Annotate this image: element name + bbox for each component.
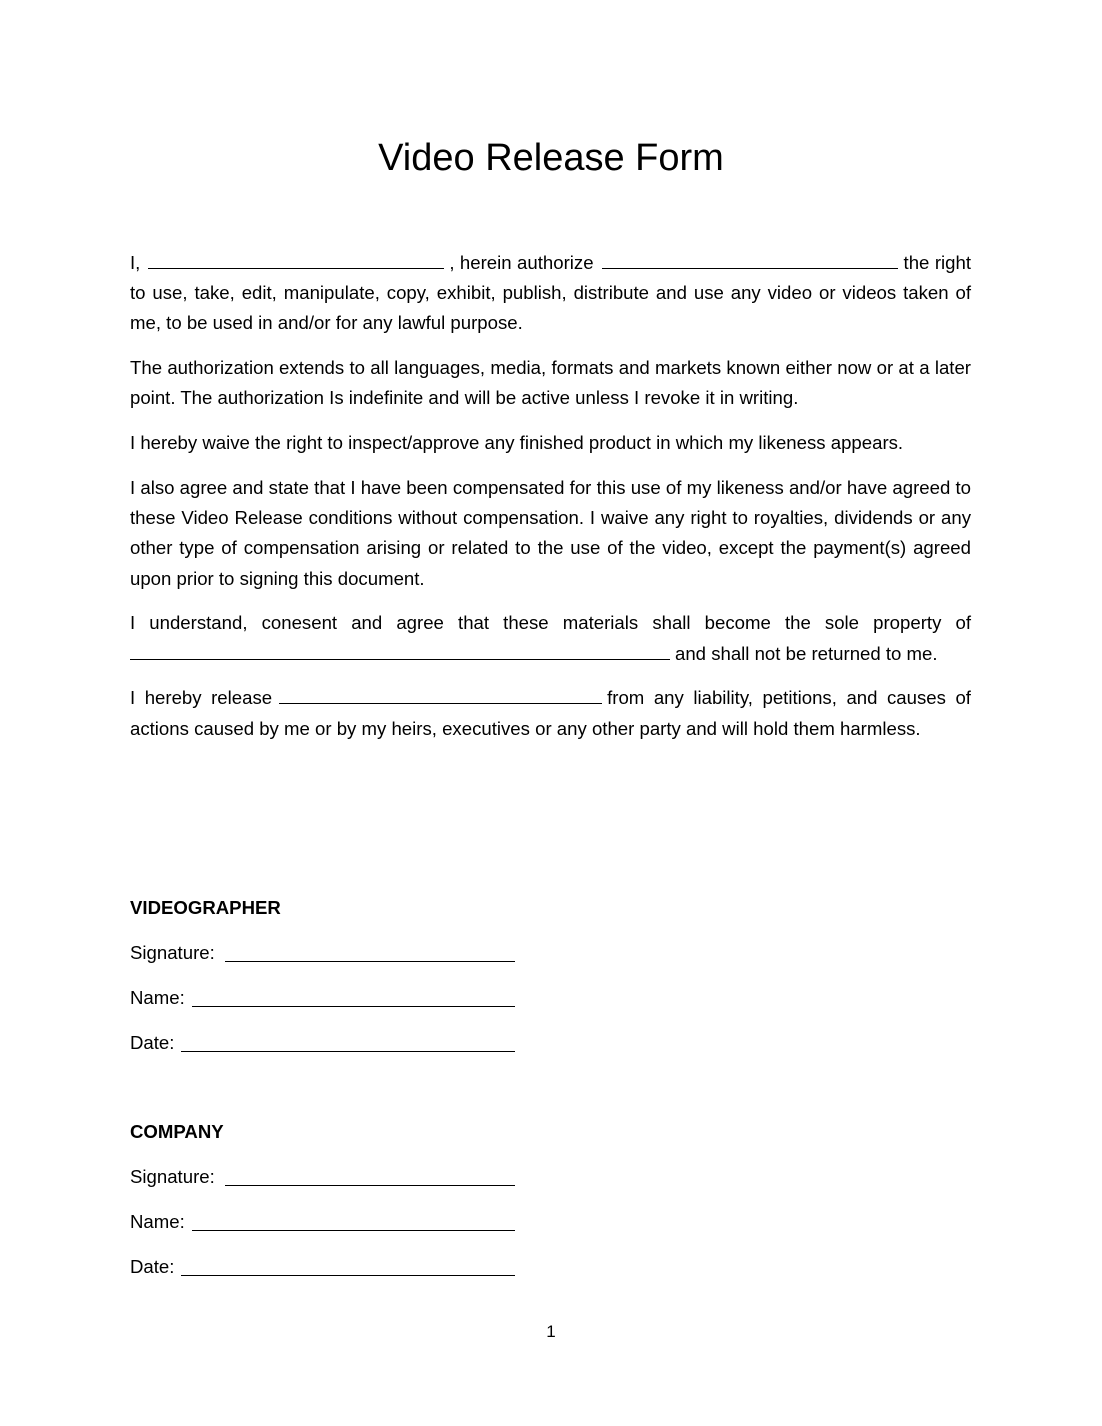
- name-label: Name:: [130, 1211, 185, 1232]
- authorized-party-blank[interactable]: [602, 249, 898, 269]
- paragraph-text: from any liability, petitions, and causes of actions caused by me or by my heirs, executives or any other party and will hold them harmless.: [130, 687, 971, 739]
- paragraph-authorization-grant: [130, 248, 971, 339]
- paragraph-text: I hereby release: [130, 687, 273, 709]
- paragraph-compensation: I also agree and state that I have been compensated for this use of my likeness and/or have agreed to these Video Release conditions without compensation. I waive any right to royalties, dividends or any other type of compensation arising or related to the use of the video, except the payment(s) agreed upon prior to signing this document.: [130, 477, 971, 589]
- company-date-row: [130, 1252, 224, 1282]
- date-label: Date:: [130, 1032, 175, 1053]
- company-date-field[interactable]: [181, 1275, 515, 1276]
- paragraph-property: [130, 608, 971, 668]
- paragraph-text: I,: [130, 252, 141, 273]
- name-label: Name:: [130, 987, 185, 1008]
- date-label: Date:: [130, 1256, 175, 1277]
- videographer-signature-row: [130, 938, 281, 968]
- document-title: Video Release Form: [378, 137, 724, 179]
- paragraph-text: the right to use, take, edit, manipulate, copy, exhibit, publish, distribute and use any video or videos taken of me, to be used in and/or for any lawful purpose.: [130, 252, 971, 334]
- company-name-row: [130, 1207, 224, 1237]
- company-signature-block: [130, 1117, 224, 1297]
- videographer-name-field[interactable]: [192, 1006, 515, 1007]
- releasor-name-blank[interactable]: [148, 249, 444, 269]
- company-name-field[interactable]: [192, 1230, 515, 1231]
- videographer-heading: VIDEOGRAPHER: [130, 897, 281, 918]
- paragraph-authorization-scope: The authorization extends to all languages, media, formats and markets known either now or at a later point. The authorization Is indefinite and will be active unless I revoke it in writing.: [130, 357, 971, 409]
- videographer-signature-field[interactable]: [225, 961, 515, 962]
- signature-label: Signature:: [130, 942, 215, 963]
- videographer-name-row: [130, 983, 281, 1013]
- videographer-signature-block: [130, 893, 281, 1073]
- paragraph-waive-inspection: I hereby waive the right to inspect/approve any finished product in which my likeness appears.: [130, 432, 904, 454]
- paragraph-text: , herein authorize: [449, 252, 594, 273]
- videographer-date-row: [130, 1028, 281, 1058]
- company-heading: COMPANY: [130, 1121, 224, 1142]
- released-party-blank[interactable]: [279, 684, 602, 704]
- videographer-date-field[interactable]: [181, 1051, 515, 1052]
- property-owner-blank[interactable]: [130, 640, 670, 660]
- paragraph-text: and shall not be returned to me.: [675, 642, 938, 664]
- signature-label: Signature:: [130, 1166, 215, 1187]
- company-signature-field[interactable]: [225, 1185, 515, 1186]
- page-number: 1: [546, 1322, 556, 1341]
- document-body: [130, 248, 971, 758]
- company-signature-row: [130, 1162, 224, 1192]
- paragraph-text: I understand, conesent and agree that these materials shall become the sole property of: [130, 612, 971, 634]
- paragraph-release-liability: [130, 683, 971, 743]
